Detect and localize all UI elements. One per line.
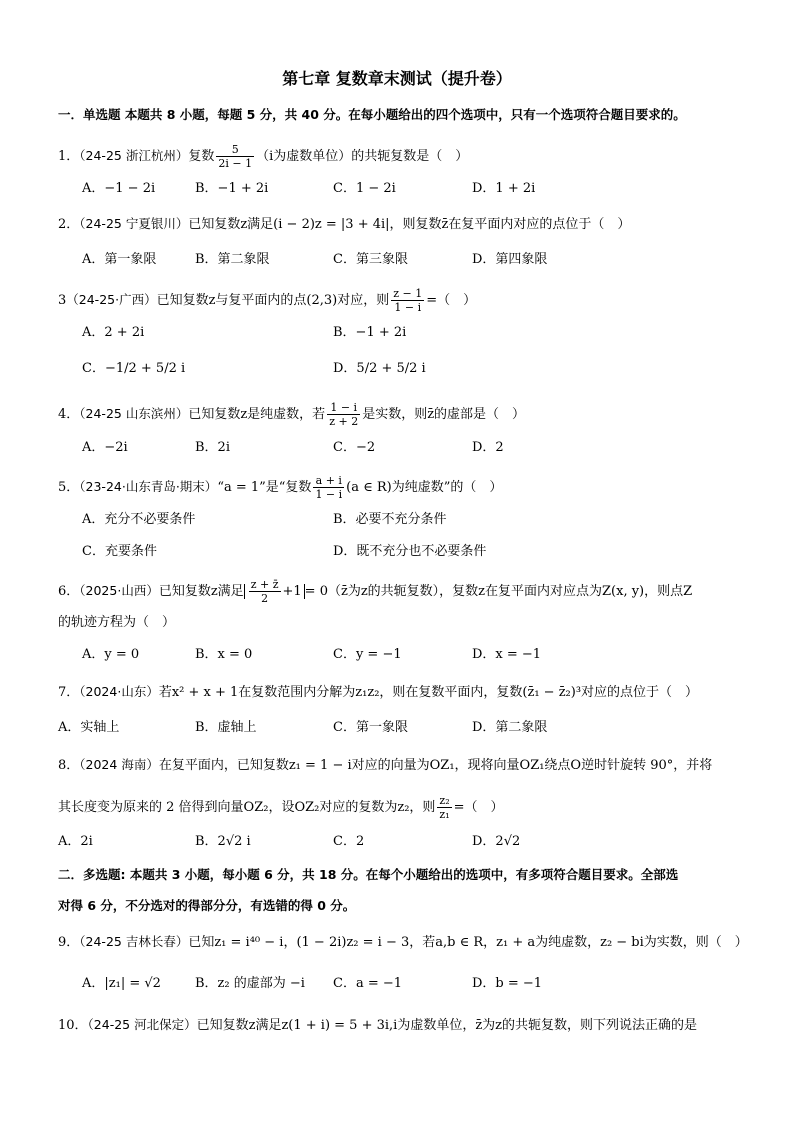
option-d[interactable]: D．第四象限 [472,252,548,267]
question-text: 若x² + x + 1在复数范围内分解为z₁z₂，则在复数平面内，复数(z̄₁ − z̄₂)³对应的点位于（ ） [158,685,699,700]
option-b[interactable]: B．虚轴上 [195,720,257,735]
fraction-denominator: z + 2 [329,415,359,428]
fraction-numerator: a + i [313,474,344,488]
option-c[interactable]: C．a = −1 [333,976,403,991]
section-2-heading-cont: 对得 6 分，不分选对的得部分分，有选错的得 0 分。 [58,898,356,913]
option-b[interactable]: B．−1 + 2i [195,181,269,196]
question-2 [58,215,630,234]
question-source: （23-24·山东青岛·期末） [79,479,218,494]
question-source: （24-25·广西） [66,292,157,307]
question-number: 9． [58,935,80,950]
question-text: 已知复数z满足 [158,584,244,599]
fraction [391,287,424,314]
fraction-denominator: 1 − i [394,301,422,314]
option-a[interactable]: A．充分不必要条件 [82,512,196,527]
option-b[interactable]: B．第二象限 [195,252,270,267]
option-b[interactable]: B．2√2 i [195,834,251,849]
question-source: （2024 海南） [79,757,159,772]
question-text: =（ ） [426,293,477,308]
question-8-line2 [58,794,504,821]
question-number: 10． [58,1018,88,1033]
option-c[interactable]: C．−2 [333,440,376,455]
fraction [327,401,360,428]
question-10 [58,1016,697,1035]
option-a[interactable]: A．−2i [82,440,128,455]
question-text: 已知复数z满足z(1 + i) = 5 + 3i,i为虚数单位，z̄为z的共轭复数，则下列说法正确的是 [196,1018,698,1033]
option-a[interactable]: A．|z₁| = √2 [82,976,161,991]
option-d[interactable]: D．既不充分也不必要条件 [333,544,487,559]
question-source: （2024·山东） [79,684,159,699]
question-source: （24-25 河北保定） [87,1017,197,1032]
question-6: 6．（2025·山西）已知复数z满足 $\frac{z + z̄}{2}$ +1 = 0（z̄为z的共轭复数），复数z在复平面内对应点为Z(x, y)，则点Z [58,578,693,605]
fraction-denominator: 2i − 1 [218,157,253,170]
question-number: 2． [58,217,80,232]
fraction-numerator: z₂ [439,794,450,807]
question-1 [58,143,468,170]
option-c[interactable]: C．y = −1 [333,647,402,662]
question-4 [58,401,525,428]
fraction [437,794,451,821]
option-c[interactable]: C．第一象限 [333,720,408,735]
option-c[interactable]: C．第三象限 [333,252,408,267]
question-text: 已知复数z是纯虚数，若 [188,407,326,422]
option-a[interactable]: A．2i [58,834,93,849]
question-7 [58,683,698,702]
question-text: 在复平面内，已知复数z₁ = 1 − i对应的向量为OZ₁，现将向量OZ₁绕点O逆时针旋转 90°，并将 [158,758,713,773]
option-d[interactable]: D．5/2 + 5/2 i [333,361,426,376]
absolute-value-expression: $\frac{z + z̄}{2}$ +1 [244,584,305,599]
question-number: 1． [58,149,80,164]
question-6-line2: 的轨迹方程为（ ） [58,615,176,630]
question-text: 已知复数z与复平面内的点(2,3)对应，则 [156,293,390,308]
question-text: “a = 1”是“复数 [217,480,312,495]
option-c[interactable]: C．充要条件 [82,544,157,559]
option-b[interactable]: B．−1 + 2i [333,325,407,340]
option-a[interactable]: A．−1 − 2i [82,181,156,196]
question-text: 复数 [188,149,215,164]
question-number: 5． [58,480,80,495]
question-5 [58,474,502,501]
fraction [249,578,281,605]
question-text: （i为虚数单位）的共轭复数是（ ） [256,149,469,164]
question-9 [58,933,748,952]
question-source: （24-25 吉林长春） [79,934,189,949]
option-d[interactable]: D．2 [472,440,504,455]
option-d[interactable]: D．第二象限 [472,720,548,735]
option-c[interactable]: C．2 [333,834,365,849]
question-8 [58,756,712,775]
fraction-numerator: z + z̄ [250,578,279,591]
option-d[interactable]: D．b = −1 [472,976,543,991]
question-source: （24-25 山东滨州） [79,406,189,421]
question-text: 已知复数z满足(i − 2)z = |3 + 4i|，则复数z̄在复平面内对应的点位于（ ） [188,217,631,232]
fraction [216,143,254,170]
fraction-numerator: z − 1 [393,287,423,300]
fraction [313,474,344,501]
option-b[interactable]: B．2i [195,440,230,455]
question-text: 是实数，则z̄的虚部是（ ） [362,407,526,422]
option-d[interactable]: D．2√2 [472,834,521,849]
page-title: 第七章 复数章末测试（提升卷） [282,69,512,88]
section-2-heading: 二．多选题: 本题共 3 小题，每小题 6 分，共 18 分。在每个小题给出的选项中，有多项符合题目要求。全部选 [58,867,679,882]
option-a[interactable]: A．2 + 2i [82,325,145,340]
question-text: (a ∈ R)为纯虚数”的（ ） [346,480,503,495]
option-d[interactable]: D．1 + 2i [472,181,536,196]
option-c[interactable]: C．−1/2 + 5/2 i [82,361,186,376]
question-number: 6． [58,584,80,599]
fraction-denominator: 1 − i [315,488,343,501]
question-text: （z̄为z的共轭复数），复数z在复平面内对应点为Z(x, y)，则点Z [327,584,693,599]
fraction-numerator: 1 − i [327,401,360,415]
question-number: 4． [58,407,80,422]
option-c[interactable]: C．1 − 2i [333,181,396,196]
fraction-denominator: z₁ [439,808,450,821]
option-a[interactable]: A．y = 0 [82,647,140,662]
question-text: =（ ） [453,800,504,815]
fraction-denominator: 2 [261,592,269,605]
option-b[interactable]: B．x = 0 [195,647,253,662]
question-3 [58,287,476,314]
question-source: （24-25 宁夏银川） [79,216,189,231]
question-source: （24-25 浙江杭州） [79,148,189,163]
option-a[interactable]: A．第一象限 [82,252,157,267]
question-number: 7． [58,685,80,700]
option-a[interactable]: A．实轴上 [58,720,120,735]
option-d[interactable]: D．x = −1 [472,647,542,662]
question-text: 已知z₁ = i⁴⁰ − i，(1 − 2i)z₂ = i − 3，若a,b ∈ R，z₁ + a为纯虚数，z₂ − bi为实数，则（ ） [188,935,748,950]
fraction-numerator: 5 [216,143,254,157]
question-number: 3 [58,293,67,308]
option-b[interactable]: B．必要不充分条件 [333,512,447,527]
option-b[interactable]: B．z₂ 的虚部为 −i [195,976,305,991]
section-1-heading: 一．单选题 本题共 8 小题，每题 5 分，共 40 分。在每小题给出的四个选项中，只有一个选项符合题目要求的。 [58,107,686,122]
question-source: （2025·山西） [79,583,159,598]
question-text: 其长度变为原来的 2 倍得到向量OZ₂，设OZ₂对应的复数为z₂，则 [58,800,436,815]
question-number: 8． [58,758,80,773]
